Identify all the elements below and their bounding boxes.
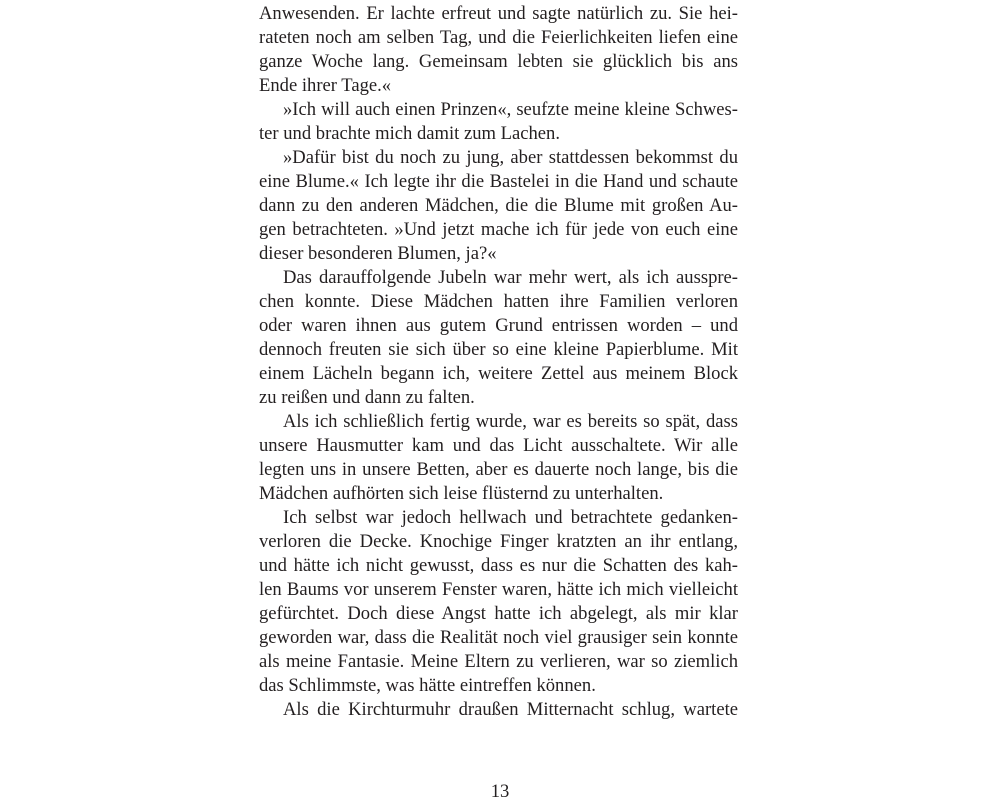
text-line: gefürchtet. Doch diese Angst hatte ich abgelegt, als mir klar bbox=[259, 603, 738, 624]
text-line: dann zu den anderen Mädchen, die die Blume mit großen Au- bbox=[259, 195, 738, 216]
text-line: ter und brachte mich damit zum Lachen. bbox=[259, 123, 560, 144]
text-line: oder waren ihnen aus gutem Grund entrissen worden – und bbox=[259, 315, 738, 336]
text-line: Mädchen aufhörten sich leise flüsternd zu unterhalten. bbox=[259, 483, 664, 504]
text-line: Als ich schließlich fertig wurde, war es bereits so spät, dass bbox=[283, 411, 738, 432]
text-line: Ende ihrer Tage.« bbox=[259, 75, 392, 96]
text-line: Ich selbst war jedoch hellwach und betrachtete gedanken- bbox=[283, 507, 738, 528]
text-line: eine Blume.« Ich legte ihr die Bastelei in die Hand und schaute bbox=[259, 171, 738, 192]
text-line: einem Lächeln begann ich, weitere Zettel aus meinem Block bbox=[259, 363, 738, 384]
text-line: das Schlimmste, was hätte eintreffen können. bbox=[259, 675, 596, 696]
text-line: Das darauffolgende Jubeln war mehr wert, als ich ausspre- bbox=[283, 267, 738, 288]
text-line: gen betrachteten. »Und jetzt mache ich für jede von euch eine bbox=[259, 219, 738, 240]
text-line: rateten noch am selben Tag, und die Feierlichkeiten liefen eine bbox=[259, 27, 738, 48]
text-line: legten uns in unsere Betten, aber es dauerte noch lange, bis die bbox=[259, 459, 738, 480]
page-number: 13 bbox=[490, 781, 510, 802]
text-line: »Ich will auch einen Prinzen«, seufzte meine kleine Schwes- bbox=[283, 99, 738, 120]
text-line: »Dafür bist du noch zu jung, aber stattdessen bekommst du bbox=[283, 147, 738, 168]
text-line: len Baums vor unserem Fenster waren, hätte ich mich vielleicht bbox=[259, 579, 738, 600]
text-line: als meine Fantasie. Meine Eltern zu verlieren, war so ziemlich bbox=[259, 651, 738, 672]
text-line: Als die Kirchturmuhr draußen Mitternacht schlug, wartete bbox=[283, 699, 738, 720]
text-line: dieser besonderen Blumen, ja?« bbox=[259, 243, 497, 264]
text-line: dennoch freuten sie sich über so eine kleine Papierblume. Mit bbox=[259, 339, 738, 360]
text-line: verloren die Decke. Knochige Finger kratzten an ihr entlang, bbox=[259, 531, 738, 552]
text-line: chen konnte. Diese Mädchen hatten ihre Familien verloren bbox=[259, 291, 738, 312]
text-line: und hätte ich nicht gewusst, dass es nur die Schatten des kah- bbox=[259, 555, 738, 576]
text-line: Anwesenden. Er lachte erfreut und sagte natürlich zu. Sie hei- bbox=[259, 3, 738, 24]
text-line: unsere Hausmutter kam und das Licht ausschaltete. Wir alle bbox=[259, 435, 738, 456]
text-line: geworden war, dass die Realität noch viel grausiger sein konnte bbox=[259, 627, 738, 648]
text-line: zu reißen und dann zu falten. bbox=[259, 387, 475, 408]
text-line: ganze Woche lang. Gemeinsam lebten sie glücklich bis ans bbox=[259, 51, 738, 72]
